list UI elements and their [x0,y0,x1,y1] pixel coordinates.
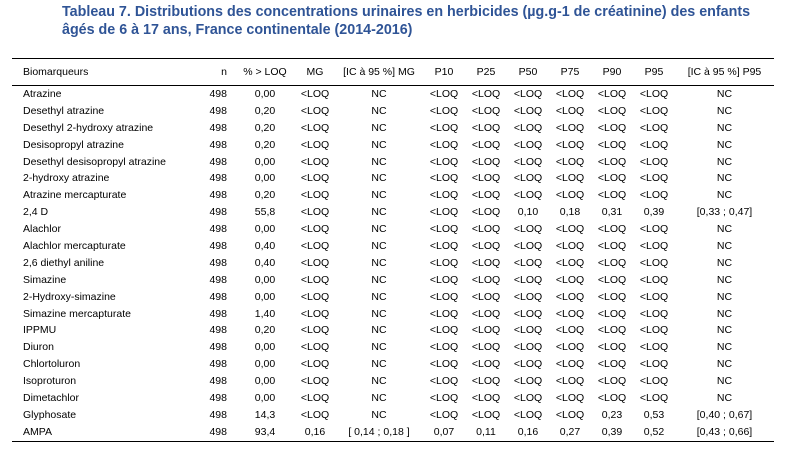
cell-biomarker: 2-hydroxy atrazine [23,172,110,185]
cell-p50: <LOQ [513,87,543,100]
cell-ci-geometric-mean: NC [371,121,387,134]
cell-biomarker: Desethyl atrazine [23,104,105,117]
cell-p95: 0,52 [633,424,675,441]
cell-p50: <LOQ [513,324,543,337]
cell-n: 498 [201,424,235,441]
cell-geometric-mean: <LOQ [300,408,330,421]
cell-pct-above-loq: 0,00 [254,172,276,185]
cell-p95: 0,53 [643,408,665,421]
cell-p95: <LOQ [639,324,669,337]
cell-p95: <LOQ [639,375,669,388]
cell-p10: <LOQ [429,104,459,117]
cell-p50: <LOQ [513,104,543,117]
cell-ci-p95: NC [716,172,733,185]
table-row [12,137,774,154]
cell-geometric-mean: <LOQ [300,341,330,354]
cell-ci-p95: NC [716,87,733,100]
cell-p75: <LOQ [555,223,585,236]
cell-p75: <LOQ [555,341,585,354]
cell-p25: <LOQ [471,223,501,236]
cell-p25: <LOQ [471,358,501,371]
cell-p75: 0,18 [559,206,581,219]
cell-p25: <LOQ [471,324,501,337]
cell-biomarker: 2-Hydroxy-simazine [23,290,116,303]
column-header-p75: P75 [549,59,591,86]
cell-p95: <LOQ [639,121,669,134]
cell-pct-above-loq: 0,20 [254,121,276,134]
cell-p50: <LOQ [513,408,543,421]
cell-biomarker: Alachlor mercapturate [23,239,126,252]
cell-p10: <LOQ [429,408,459,421]
cell-p50: <LOQ [513,223,543,236]
table-row [12,407,774,424]
cell-geometric-mean: <LOQ [300,391,330,404]
table-row [12,373,774,390]
cell-p10: <LOQ [429,324,459,337]
cell-p90: <LOQ [597,324,627,337]
cell-ci-geometric-mean: NC [371,324,387,337]
cell-ci-p95: NC [716,273,733,286]
cell-p50: <LOQ [513,358,543,371]
cell-p25: <LOQ [471,87,501,100]
column-header-p90: P90 [591,59,633,86]
cell-p90: <LOQ [597,341,627,354]
cell-pct-above-loq: 0,40 [254,256,276,269]
cell-geometric-mean: <LOQ [300,290,330,303]
cell-p50: <LOQ [513,341,543,354]
cell-p75: <LOQ [555,121,585,134]
column-header-ci-p95: [IC à 95 %] P95 [675,59,774,86]
cell-p90: <LOQ [597,189,627,202]
cell-biomarker: Glyphosate [23,408,77,421]
cell-n: 498 [209,87,227,100]
cell-geometric-mean: <LOQ [300,104,330,117]
cell-p75: <LOQ [555,155,585,168]
cell-p25: <LOQ [471,273,501,286]
table-row [12,170,774,187]
cell-n: 498 [209,121,227,134]
cell-p95: <LOQ [639,223,669,236]
cell-pct-above-loq: 0,00 [254,87,276,100]
cell-p10: <LOQ [429,155,459,168]
cell-p50: <LOQ [513,307,543,320]
cell-pct-above-loq: 14,3 [254,408,276,421]
cell-ci-geometric-mean: NC [371,256,387,269]
cell-p90: <LOQ [597,104,627,117]
column-header-p95: P95 [633,59,675,86]
cell-p90: 0,31 [601,206,623,219]
cell-p90: <LOQ [597,273,627,286]
cell-pct-above-loq: 1,40 [254,307,276,320]
cell-pct-above-loq: 0,20 [254,104,276,117]
cell-biomarker: Dimetachlor [23,391,80,404]
table-row [12,204,774,221]
cell-p50: <LOQ [513,375,543,388]
column-header-n: n [201,59,235,86]
cell-biomarker: Diuron [23,341,54,354]
cell-p10: <LOQ [429,273,459,286]
cell-geometric-mean: <LOQ [300,206,330,219]
cell-ci-geometric-mean: NC [371,87,387,100]
cell-p25: <LOQ [471,189,501,202]
cell-p95: <LOQ [639,239,669,252]
cell-geometric-mean: <LOQ [300,172,330,185]
cell-ci-p95: NC [716,358,733,371]
cell-p50: <LOQ [513,172,543,185]
cell-geometric-mean: <LOQ [300,87,330,100]
cell-p10: <LOQ [429,121,459,134]
cell-pct-above-loq: 0,20 [254,324,276,337]
cell-pct-above-loq: 0,00 [254,290,276,303]
cell-pct-above-loq: 93,4 [235,424,295,441]
table-row [12,187,774,204]
cell-geometric-mean: <LOQ [300,121,330,134]
cell-p90: <LOQ [597,239,627,252]
cell-p75: <LOQ [555,358,585,371]
cell-p25: <LOQ [471,104,501,117]
cell-geometric-mean: <LOQ [300,324,330,337]
cell-ci-p95: NC [716,138,733,151]
cell-biomarker: Atrazine [23,87,62,100]
cell-geometric-mean: <LOQ [300,307,330,320]
cell-ci-geometric-mean: NC [371,273,387,286]
column-header-biomarker: Biomarqueurs [12,59,201,86]
cell-p75: <LOQ [555,273,585,286]
cell-pct-above-loq: 0,00 [254,375,276,388]
cell-p95: 0,39 [643,206,665,219]
cell-p50: <LOQ [513,138,543,151]
cell-p75: <LOQ [555,87,585,100]
cell-biomarker: AMPA [12,424,201,441]
cell-ci-geometric-mean: NC [371,290,387,303]
cell-biomarker: Alachlor [23,223,61,236]
cell-p50: 0,16 [507,424,549,441]
cell-pct-above-loq: 0,20 [254,189,276,202]
cell-p95: <LOQ [639,138,669,151]
column-header-geometric-mean: MG [295,59,335,86]
cell-n: 498 [209,391,227,404]
cell-geometric-mean: <LOQ [300,273,330,286]
cell-ci-p95: NC [716,391,733,404]
cell-p75: <LOQ [555,138,585,151]
cell-geometric-mean: <LOQ [300,375,330,388]
cell-n: 498 [209,408,227,421]
cell-p50: <LOQ [513,256,543,269]
cell-p75: <LOQ [555,189,585,202]
cell-p10: <LOQ [429,375,459,388]
cell-p95: <LOQ [639,273,669,286]
herbicide-distribution-table [12,58,774,442]
cell-ci-p95: [0,33 ; 0,47] [696,206,753,219]
cell-biomarker: IPPMU [23,324,57,337]
table-row [12,339,774,356]
cell-pct-above-loq: 0,00 [254,341,276,354]
cell-biomarker: Simazine mercapturate [23,307,131,320]
cell-ci-geometric-mean: NC [371,223,387,236]
cell-p95: <LOQ [639,341,669,354]
cell-p10: <LOQ [429,189,459,202]
cell-ci-geometric-mean: NC [371,138,387,151]
cell-p10: <LOQ [429,341,459,354]
cell-ci-p95: NC [716,324,733,337]
table-body [12,86,774,442]
cell-p95: <LOQ [639,358,669,371]
cell-ci-geometric-mean: NC [371,104,387,117]
cell-n: 498 [209,172,227,185]
cell-p90: <LOQ [597,121,627,134]
cell-p50: <LOQ [513,273,543,286]
column-header-p10: P10 [423,59,465,86]
cell-p90: <LOQ [597,256,627,269]
cell-p75: <LOQ [555,324,585,337]
cell-n: 498 [209,358,227,371]
cell-p50: <LOQ [513,121,543,134]
cell-p10: <LOQ [429,206,459,219]
cell-p90: <LOQ [597,87,627,100]
cell-p75: <LOQ [555,172,585,185]
cell-ci-geometric-mean: NC [371,375,387,388]
cell-geometric-mean: <LOQ [300,223,330,236]
cell-p95: <LOQ [639,307,669,320]
cell-ci-geometric-mean: NC [371,206,387,219]
cell-ci-geometric-mean: NC [371,358,387,371]
cell-pct-above-loq: 0,00 [254,155,276,168]
cell-biomarker: Chlortoluron [23,358,81,371]
cell-geometric-mean: <LOQ [300,155,330,168]
cell-p50: <LOQ [513,391,543,404]
cell-biomarker: 2,4 D [23,206,49,219]
cell-ci-p95: [0,40 ; 0,67] [696,408,753,421]
cell-ci-p95: NC [716,307,733,320]
cell-geometric-mean: 0,16 [295,424,335,441]
column-header-p50: P50 [507,59,549,86]
cell-biomarker: Desethyl 2-hydroxy atrazine [23,121,154,134]
cell-p95: <LOQ [639,172,669,185]
table-row [12,86,774,103]
cell-n: 498 [209,104,227,117]
cell-p95: <LOQ [639,391,669,404]
cell-p25: <LOQ [471,155,501,168]
cell-ci-geometric-mean: NC [371,172,387,185]
cell-p10: <LOQ [429,172,459,185]
table-title: Tableau 7. Distributions des concentrations urinaires en herbicides (µg.g-1 de créatinine) des enfants âgés de 6 à 17 ans, France continentale (2014-2016) [62,4,751,38]
cell-biomarker: Atrazine mercapturate [23,189,127,202]
cell-pct-above-loq: 55,8 [254,206,276,219]
cell-n: 498 [209,239,227,252]
cell-biomarker: Isoproturon [23,375,77,388]
cell-p10: <LOQ [429,256,459,269]
cell-ci-geometric-mean: NC [371,155,387,168]
cell-p25: 0,11 [465,424,507,441]
cell-ci-p95: NC [716,375,733,388]
cell-p75: <LOQ [555,408,585,421]
cell-n: 498 [209,290,227,303]
cell-geometric-mean: <LOQ [300,358,330,371]
cell-p10: <LOQ [429,138,459,151]
cell-p90: <LOQ [597,391,627,404]
cell-p10: <LOQ [429,307,459,320]
cell-p75: 0,27 [549,424,591,441]
cell-geometric-mean: <LOQ [300,189,330,202]
cell-ci-p95: NC [716,341,733,354]
table-row [12,390,774,407]
cell-p90: <LOQ [597,172,627,185]
cell-ci-geometric-mean: NC [371,408,387,421]
cell-pct-above-loq: 0,00 [254,391,276,404]
table-header-row [12,59,774,86]
cell-p50: <LOQ [513,189,543,202]
table-row [12,356,774,373]
cell-p90: <LOQ [597,223,627,236]
cell-ci-geometric-mean: NC [371,341,387,354]
cell-p75: <LOQ [555,391,585,404]
cell-p25: <LOQ [471,341,501,354]
cell-p25: <LOQ [471,307,501,320]
cell-ci-p95: NC [716,290,733,303]
cell-p95: <LOQ [639,189,669,202]
cell-p75: <LOQ [555,256,585,269]
cell-p10: <LOQ [429,239,459,252]
cell-p10: <LOQ [429,358,459,371]
cell-p25: <LOQ [471,256,501,269]
cell-p95: <LOQ [639,155,669,168]
cell-ci-p95: NC [716,256,733,269]
cell-ci-geometric-mean: NC [371,307,387,320]
column-header-p25: P25 [465,59,507,86]
cell-p25: <LOQ [471,375,501,388]
cell-p75: <LOQ [555,104,585,117]
cell-biomarker: 2,6 diethyl aniline [23,256,105,269]
table-row [12,289,774,306]
cell-n: 498 [209,307,227,320]
cell-p25: <LOQ [471,408,501,421]
cell-biomarker: Simazine [23,273,67,286]
cell-p75: <LOQ [555,290,585,303]
column-header-pct-above-loq: % > LOQ [235,59,295,86]
cell-n: 498 [209,189,227,202]
cell-pct-above-loq: 0,00 [254,273,276,286]
cell-ci-geometric-mean: NC [371,189,387,202]
cell-p90: <LOQ [597,155,627,168]
cell-p10: <LOQ [429,391,459,404]
cell-geometric-mean: <LOQ [300,256,330,269]
cell-pct-above-loq: 0,00 [254,358,276,371]
cell-ci-p95: NC [716,189,733,202]
cell-n: 498 [209,223,227,236]
cell-p75: <LOQ [555,307,585,320]
cell-n: 498 [209,138,227,151]
table-row [12,424,774,441]
cell-p95: <LOQ [639,104,669,117]
cell-p10: <LOQ [429,223,459,236]
cell-p90: <LOQ [597,138,627,151]
cell-p10: <LOQ [429,87,459,100]
column-header-ci-geometric-mean: [IC à 95 %] MG [335,59,423,86]
cell-geometric-mean: <LOQ [300,239,330,252]
cell-pct-above-loq: 0,20 [254,138,276,151]
table-row [12,306,774,323]
table-row [12,322,774,339]
table-row [12,221,774,238]
cell-n: 498 [209,341,227,354]
cell-p90: 0,23 [601,408,623,421]
table-row [12,255,774,272]
cell-ci-p95: NC [716,155,733,168]
cell-p95: <LOQ [639,290,669,303]
table-row [12,120,774,137]
cell-n: 498 [209,256,227,269]
cell-p50: <LOQ [513,290,543,303]
cell-ci-p95: NC [716,239,733,252]
cell-biomarker: Desisopropyl atrazine [23,138,124,151]
cell-n: 498 [209,155,227,168]
cell-n: 498 [209,324,227,337]
cell-p90: <LOQ [597,290,627,303]
cell-p25: <LOQ [471,239,501,252]
cell-n: 498 [209,375,227,388]
cell-p90: 0,39 [591,424,633,441]
cell-p90: <LOQ [597,358,627,371]
cell-p25: <LOQ [471,290,501,303]
cell-pct-above-loq: 0,00 [254,223,276,236]
cell-p50: <LOQ [513,239,543,252]
cell-p25: <LOQ [471,206,501,219]
cell-ci-geometric-mean: [ 0,14 ; 0,18 ] [335,424,423,441]
cell-ci-p95: NC [716,121,733,134]
cell-p90: <LOQ [597,375,627,388]
cell-p75: <LOQ [555,239,585,252]
cell-ci-p95: NC [716,223,733,236]
cell-ci-geometric-mean: NC [371,391,387,404]
cell-p10: <LOQ [429,290,459,303]
table-row [12,154,774,171]
cell-p50: <LOQ [513,155,543,168]
cell-p25: <LOQ [471,391,501,404]
table-row [12,272,774,289]
cell-p95: <LOQ [639,87,669,100]
cell-ci-p95: [0,43 ; 0,66] [675,424,774,441]
cell-p10: 0,07 [423,424,465,441]
cell-ci-geometric-mean: NC [371,239,387,252]
cell-p50: 0,10 [517,206,539,219]
cell-p75: <LOQ [555,375,585,388]
cell-p25: <LOQ [471,138,501,151]
cell-geometric-mean: <LOQ [300,138,330,151]
table-row [12,103,774,120]
cell-p95: <LOQ [639,256,669,269]
cell-n: 498 [209,206,227,219]
cell-p90: <LOQ [597,307,627,320]
table-row [12,238,774,255]
cell-n: 498 [209,273,227,286]
cell-biomarker: Desethyl desisopropyl atrazine [23,155,166,168]
cell-pct-above-loq: 0,40 [254,239,276,252]
cell-p25: <LOQ [471,121,501,134]
cell-ci-p95: NC [716,104,733,117]
cell-p25: <LOQ [471,172,501,185]
